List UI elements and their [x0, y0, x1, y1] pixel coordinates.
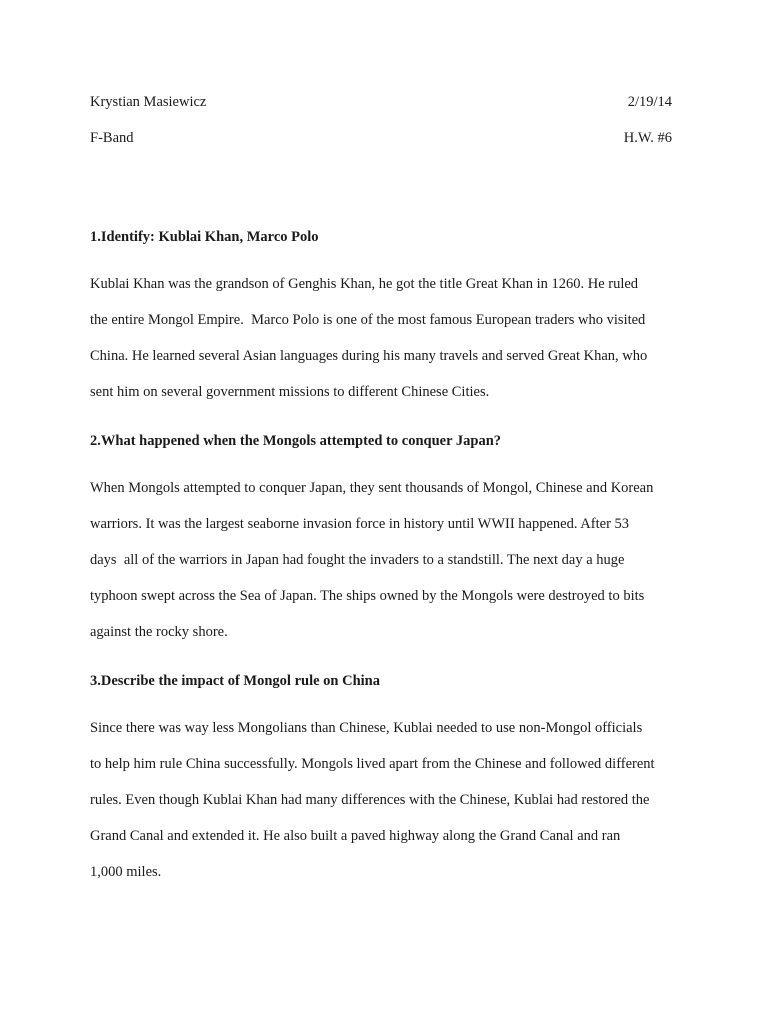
header-row-2 [90, 129, 672, 147]
question-1-heading: 1.Identify: Kublai Khan, Marco Polo [90, 229, 319, 245]
header-row-1 [90, 93, 672, 111]
answer-2-line: typhoon swept across the Sea of Japan. The ships owned by the Mongols were destroyed to bits [90, 588, 645, 604]
answer-3-line: rules. Even though Kublai Khan had many differences with the Chinese, Kublai had restored the [90, 792, 650, 808]
answer-2-line: against the rocky shore. [90, 624, 228, 640]
answer-3-line: to help him rule China successfully. Mongols lived apart from the Chinese and followed different [90, 756, 655, 772]
answer-3-line: 1,000 miles. [90, 864, 162, 880]
question-3-heading: 3.Describe the impact of Mongol rule on China [90, 673, 380, 689]
answer-3-paragraph [90, 710, 690, 890]
answer-1-line: China. He learned several Asian languages during his many travels and served Great Khan, who [90, 348, 648, 364]
answer-2-paragraph [90, 470, 690, 650]
assignment-number: H.W. #6 [623, 130, 672, 146]
answer-1-paragraph [90, 266, 690, 410]
answer-1-line: the entire Mongol Empire. Marco Polo is one of the most famous European traders who visited [90, 312, 646, 328]
question-2-heading: 2.What happened when the Mongols attempted to conquer Japan? [90, 433, 502, 449]
answer-2-line: warriors. It was the largest seaborne invasion force in history until WWII happened. After 53 [90, 516, 630, 532]
answer-3-line: Grand Canal and extended it. He also built a paved highway along the Grand Canal and ran [90, 828, 621, 844]
answer-3-line: Since there was way less Mongolians than Chinese, Kublai needed to use non-Mongol officials [90, 720, 643, 736]
student-name: Krystian Masiewicz [90, 94, 207, 110]
answer-1-line: Kublai Khan was the grandson of Genghis Khan, he got the title Great Khan in 1260. He ruled [90, 276, 639, 292]
answer-1-line: sent him on several government missions to different Chinese Cities. [90, 384, 490, 400]
class-band: F-Band [90, 130, 134, 146]
answer-2-line: When Mongols attempted to conquer Japan, they sent thousands of Mongol, Chinese and Korean [90, 480, 654, 496]
answer-2-line: days all of the warriors in Japan had fought the invaders to a standstill. The next day a huge [90, 552, 625, 568]
date: 2/19/14 [627, 94, 672, 110]
